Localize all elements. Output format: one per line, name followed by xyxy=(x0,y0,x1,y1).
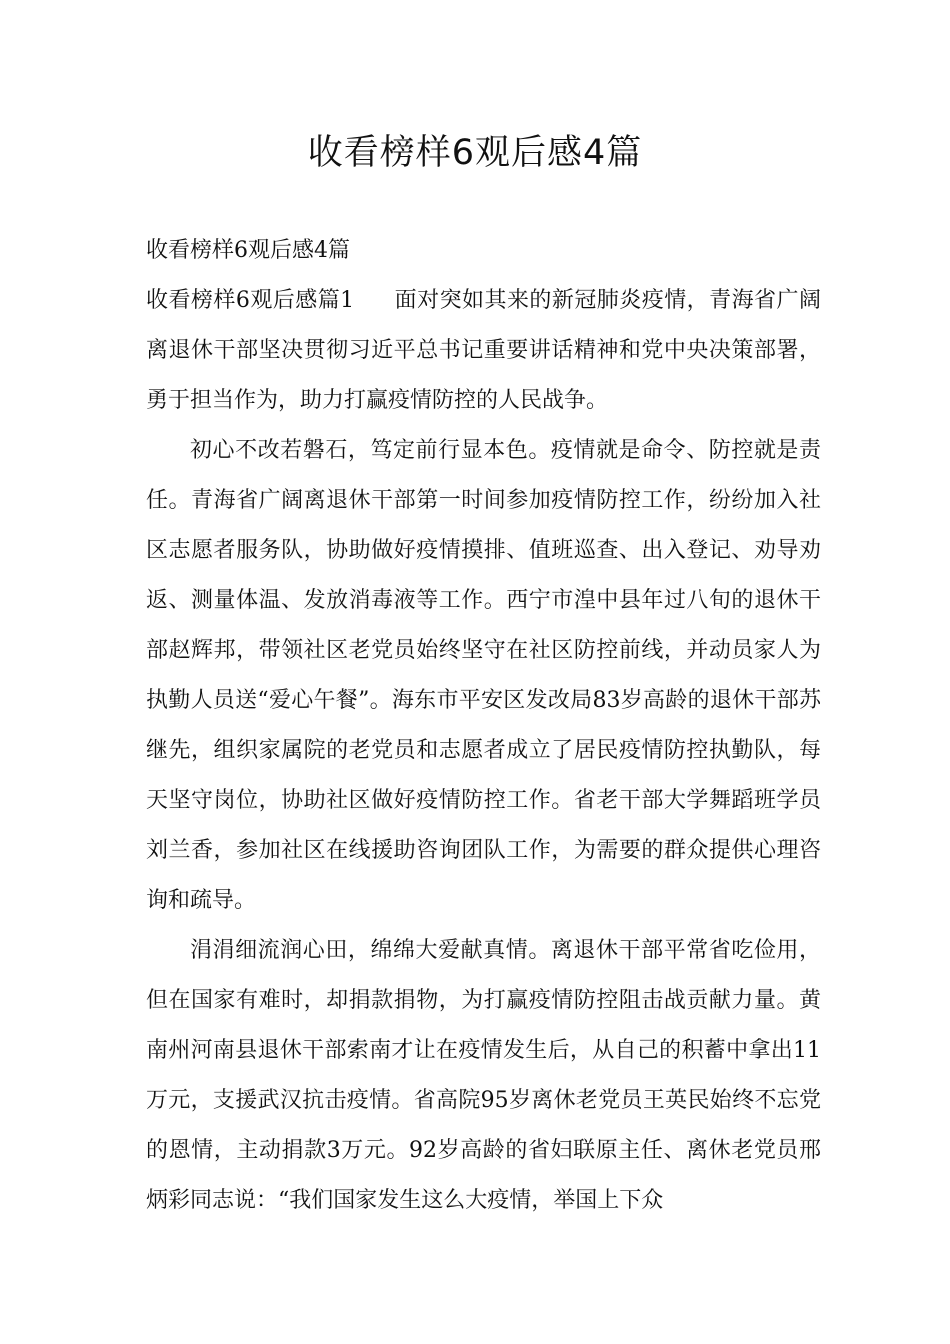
paragraph-1 xyxy=(146,276,821,426)
document-title: 收看榜样6观后感4篇 xyxy=(307,133,643,173)
paragraph-1-text: 面对突如其来的新冠肺炎疫情，青海省广阔离退休干部坚决贯彻习近平总书记重要讲话精神和党中央决策部署，勇于担当作为，助力打赢疫情防控的人民战争。 xyxy=(146,288,821,413)
document-body xyxy=(146,226,821,1226)
paragraph-2: 初心不改若磐石，笃定前行显本色。疫情就是命令、防控就是责任。青海省广阔离退休干部第一时间参加疫情防控工作，纷纷加入社区志愿者服务队，协助做好疫情摸排、值班巡查、出入登记、劝导劝返、测量体温、发放消毒液等工作。西宁市湟中县年过八旬的退休干部赵辉邦，带领社区老党员始终坚守在社区防控前线，并动员家人为执勤人员送“爱心午餐”。海东市平安区发改局83岁高龄的退休干部苏继先，组织家属院的老党员和志愿者成立了居民疫情防控执勤队，每天坚守岗位，协助社区做好疫情防控工作。省老干部大学舞蹈班学员刘兰香，参加社区在线援助咨询团队工作，为需要的群众提供心理咨询和疏导。 xyxy=(146,438,821,913)
paragraph-3: 涓涓细流润心田，绵绵大爱献真情。离退休干部平常省吃俭用，但在国家有难时，却捐款捐物，为打赢疫情防控阻击战贡献力量。黄南州河南县退休干部索南才让在疫情发生后，从自己的积蓄中拿出11万元，支援武汉抗击疫情。省高院95岁离休老党员王英民始终不忘党的恩情，主动捐款3万元。92岁高龄的省妇联原主任、离休老党员邢炳彩同志说：“我们国家发生这么大疫情，举国上下众 xyxy=(146,938,821,1213)
paragraph-1-lead: 收看榜样6观后感篇1 xyxy=(146,288,355,313)
document-subtitle: 收看榜样6观后感4篇 xyxy=(146,238,350,263)
